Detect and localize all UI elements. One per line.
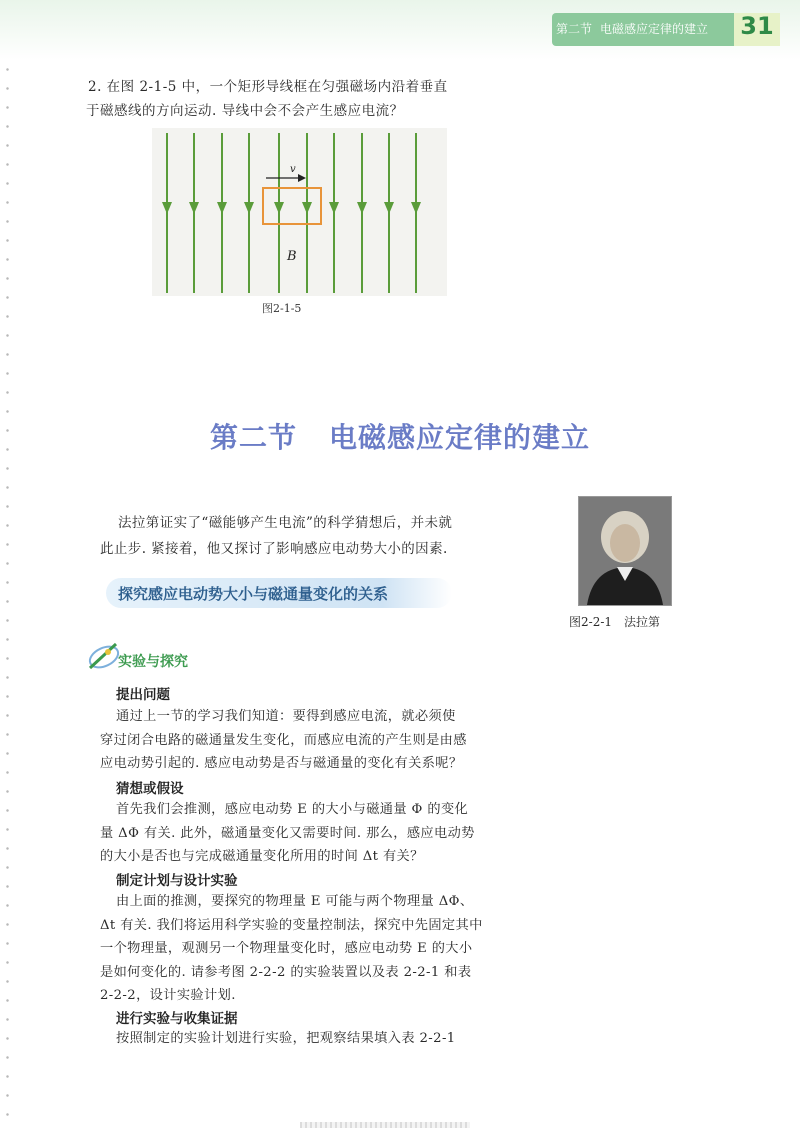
section-title xyxy=(0,416,800,456)
faraday-portrait xyxy=(578,496,672,606)
experiment-label: 实验与探究 xyxy=(118,654,188,670)
header-section-title: 电磁感应定律的建立 xyxy=(600,22,709,36)
intro-line: 法拉第证实了“磁能够产生电流”的科学猜想后，并未就 xyxy=(118,515,453,531)
wire-frame xyxy=(263,188,321,224)
header-section-number: 第二节 xyxy=(556,22,593,36)
step-line: 首先我们会推测，感应电动势 E 的大小与磁通量 Φ 的变化 xyxy=(116,802,469,817)
step-paragraph xyxy=(116,1027,540,1051)
step-line: 通过上一节的学习我们知道：要得到感应电流，就必须使 xyxy=(116,709,456,724)
step-heading: 制定计划与设计实验 xyxy=(116,873,238,889)
step-heading: 进行实验与收集证据 xyxy=(116,1011,238,1027)
intro-paragraph xyxy=(100,510,556,562)
bottom-edge xyxy=(300,1122,470,1128)
arrow-head xyxy=(411,202,421,214)
figure-2-1-5 xyxy=(152,128,447,296)
field-label: B xyxy=(287,249,297,264)
step-line: 按照制定的实验计划进行实验，把观察结果填入表 2-2-1 xyxy=(116,1031,456,1046)
field-lines xyxy=(167,133,416,293)
arrow-head xyxy=(244,202,254,214)
arrow-head xyxy=(217,202,227,214)
arrow-head xyxy=(302,202,312,214)
experiment-icon xyxy=(86,640,122,672)
step-line: 穿过闭合电路的磁通量发生变化，而感应电流的产生则是由感 xyxy=(100,732,467,748)
step-paragraph xyxy=(100,890,540,1008)
field-arrows xyxy=(162,202,421,214)
question-line: 于磁感线的方向运动. 导线中会不会产生感应电流？ xyxy=(86,103,404,119)
step-heading: 猜想或假设 xyxy=(116,781,184,797)
step-paragraph xyxy=(100,705,540,776)
question-line: 2. 在图 2-1-5 中，一个矩形导线框在匀强磁场内沿着垂直 xyxy=(88,79,448,95)
step-line: 由上面的推测，要探究的物理量 E 可能与两个物理量 ΔΦ、 xyxy=(116,894,474,909)
section-number: 第二节 xyxy=(209,421,297,454)
subtopic-title: 探究感应电动势大小与磁通量变化的关系 xyxy=(118,585,389,603)
arrow-head xyxy=(357,202,367,214)
velocity-arrow-head xyxy=(298,174,306,182)
figure-caption: 图2-1-5 xyxy=(262,302,302,315)
step-line: 的大小是否也与完成磁通量变化所用的时间 Δt 有关？ xyxy=(100,849,424,864)
arrow-head xyxy=(162,202,172,214)
step-line: 一个物理量，观测另一个物理量变化时，感应电动势 E 的大小 xyxy=(100,941,473,956)
portrait-caption: 图2-2-1 法拉第 xyxy=(569,615,661,629)
arrow-head xyxy=(329,202,339,214)
page-number: 31 xyxy=(740,12,774,40)
velocity-label: v xyxy=(290,164,296,175)
step-line: 量 ΔΦ 有关. 此外，磁通量变化又需要时间. 那么，感应电动势 xyxy=(100,825,475,841)
step-line: 2-2-2，设计实验计划. xyxy=(100,988,236,1003)
step-paragraph xyxy=(100,798,540,869)
magnetic-field-diagram xyxy=(152,128,447,296)
binding-edge xyxy=(6,60,9,1120)
step-heading: 提出问题 xyxy=(116,687,170,703)
section-heading: 电磁感应定律的建立 xyxy=(329,421,591,454)
step-line: Δt 有关. 我们将运用科学实验的变量控制法，探究中先固定其中 xyxy=(100,917,483,933)
portrait-image xyxy=(579,497,671,605)
intro-line: 此止步. 紧接着，他又探讨了影响感应电动势大小的因素. xyxy=(100,541,448,557)
arrow-head xyxy=(274,202,284,214)
step-line: 应电动势引起的. 感应电动势是否与磁通量的变化有关系呢？ xyxy=(100,756,463,771)
arrow-head xyxy=(384,202,394,214)
step-line: 是如何变化的. 请参考图 2-2-2 的实验装置以及表 2-2-1 和表 xyxy=(100,964,472,980)
arrow-head xyxy=(189,202,199,214)
question-2 xyxy=(88,75,538,123)
face xyxy=(610,524,640,562)
